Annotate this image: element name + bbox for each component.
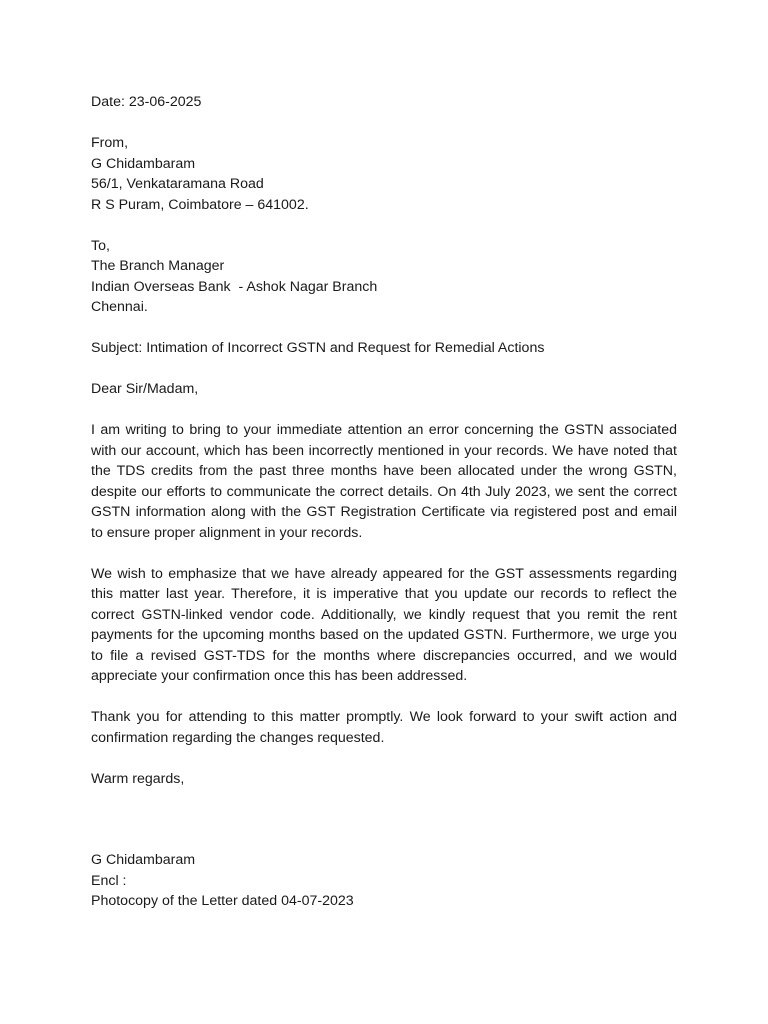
signature-name: G Chidambaram bbox=[91, 852, 196, 868]
salutation: Dear Sir/Madam, bbox=[91, 381, 199, 397]
sender-address-line2: R S Puram, Coimbatore – 641002. bbox=[91, 196, 309, 213]
recipient-line3: Chennai. bbox=[91, 299, 148, 315]
body-paragraph-2: We wish to emphasize that we have already appeared for the GST assessments regarding this matter last year. Therefore, it is imperative that you update our records to reflect the correct GSTN-linked vendor code. Additionally, we kindly request that you remit the rent payments for the upcoming months based on the updated GSTN. Furthermore, we urge you to file a revised GST-TDS for the months where discrepancies occurred, and we would appreciate your confirmation once this has been addressed. bbox=[91, 565, 677, 684]
spacer bbox=[91, 400, 677, 421]
sender-address-line1: 56/1, Venkataramana Road bbox=[91, 176, 264, 192]
spacer bbox=[91, 748, 677, 769]
body-paragraph-1: I am writing to bring to your immediate attention an error concerning the GSTN associated with our account, which has been incorrectly mentioned in your records. We have noted that the TDS credits from the past three months have been allocated under the wrong GSTN, despite our efforts to communicate the correct details. On 4th July 2023, we sent the correct GSTN information along with the GST Registration Certificate via registered post and email to ensure proper alignment in your records. bbox=[91, 422, 677, 541]
spacer bbox=[91, 543, 677, 564]
letter-subject: Subject: Intimation of Incorrect GSTN and Request for Remedial Actions bbox=[91, 340, 545, 356]
letter-date: Date: 23-06-2025 bbox=[91, 94, 202, 110]
spacer bbox=[91, 318, 677, 339]
closing: Warm regards, bbox=[91, 770, 185, 787]
recipient-label: To, bbox=[91, 237, 110, 254]
sender-name: G Chidambaram bbox=[91, 155, 196, 172]
enclosure-item: Photocopy of the Letter dated 04-07-2023 bbox=[91, 893, 354, 909]
signature-space bbox=[91, 789, 677, 850]
letter-document bbox=[91, 92, 677, 912]
recipient-line2: Indian Overseas Bank - Ashok Nagar Branch bbox=[91, 278, 378, 295]
enclosure-label: Encl : bbox=[91, 872, 127, 889]
spacer bbox=[91, 359, 677, 380]
spacer bbox=[91, 687, 677, 708]
recipient-block bbox=[91, 236, 677, 318]
spacer bbox=[91, 215, 677, 236]
body-paragraph-3: Thank you for attending to this matter promptly. We look forward to your swift action and confirmation regarding the changes requested. bbox=[91, 709, 677, 746]
spacer bbox=[91, 113, 677, 134]
recipient-line1: The Branch Manager bbox=[91, 258, 225, 274]
sender-label: From, bbox=[91, 135, 129, 151]
sender-block bbox=[91, 133, 677, 215]
